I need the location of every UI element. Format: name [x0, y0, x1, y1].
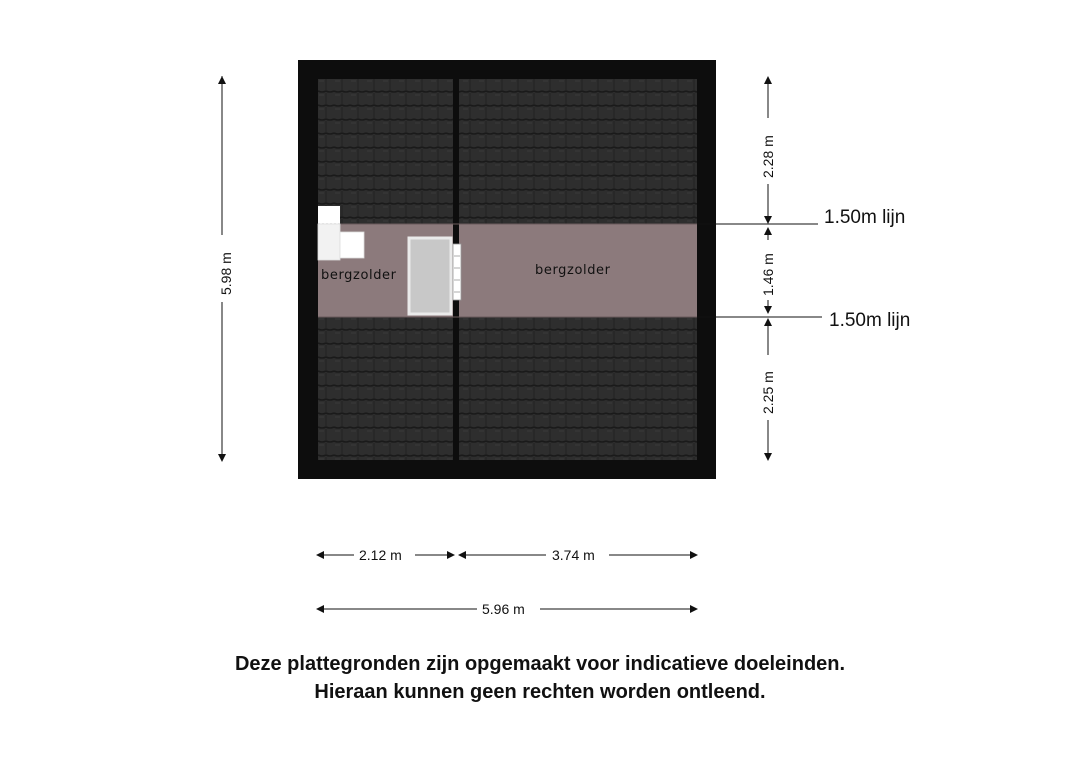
- dimension-segment-bottom-label: 2.25 m: [760, 371, 776, 414]
- dimension-height-total: [218, 76, 234, 462]
- room-label-left: bergzolder: [321, 268, 397, 283]
- disclaimer-line-2: Hieraan kunnen geen rechten worden ontleend.: [314, 681, 766, 703]
- disclaimer-line-1: Deze plattegronden zijn opgemaakt voor indicatieve doeleinden.: [234, 653, 846, 675]
- dimension-segment-top-label: 2.28 m: [760, 135, 776, 178]
- dimension-width-total: [316, 601, 698, 617]
- dimension-width-total-label: 5.96 m: [482, 601, 525, 617]
- dimension-segment-top: [760, 76, 776, 224]
- appliance-unit: [340, 232, 364, 258]
- appliance: [318, 224, 340, 260]
- skylight: [409, 238, 451, 314]
- dimension-width-right-label: 3.74 m: [552, 547, 595, 563]
- dimension-width-left: [316, 547, 455, 563]
- height-line-top: [697, 207, 905, 228]
- dimension-segment-bottom: [760, 318, 776, 461]
- dimension-width-left-label: 2.12 m: [359, 547, 402, 563]
- height-line-bottom-label: 1.50m lijn: [829, 310, 911, 331]
- disclaimer: [0, 650, 1080, 706]
- room-label-right: bergzolder: [535, 263, 611, 278]
- appliance-top: [318, 206, 340, 224]
- dimension-segment-middle-label: 1.46 m: [760, 253, 776, 296]
- dimension-segment-middle: [760, 227, 776, 314]
- height-line-top-label: 1.50m lijn: [824, 207, 906, 228]
- height-line-bottom: [697, 310, 910, 331]
- dimension-height-total-label: 5.98 m: [218, 252, 234, 295]
- dimension-width-right: [458, 547, 698, 563]
